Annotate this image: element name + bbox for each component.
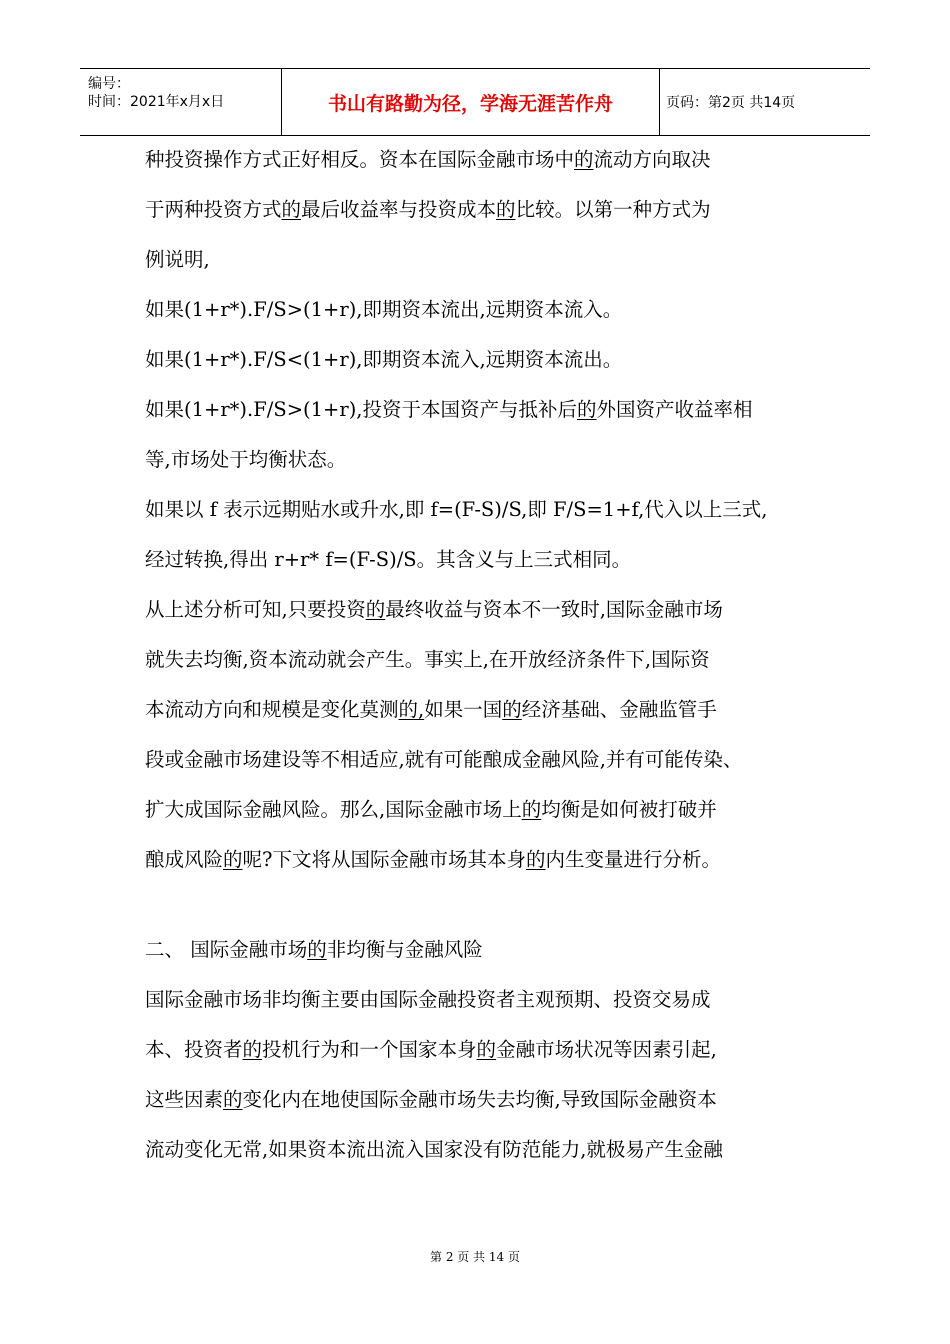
body-text-line: 扩大成国际金融风险。那么,国际金融市场上的均衡是如何被打破并 xyxy=(145,798,717,821)
body-text-line: 流动变化无常,如果资本流出流入国家没有防范能力,就极易产生金融 xyxy=(145,1138,723,1161)
body-text-line: 如果(1+r*).F/S>(1+r),投资于本国资产与抵补后的外国资产收益率相 xyxy=(145,398,753,421)
body-text-line: 经过转换,得出 r+r* f=(F-S)/S。其含义与上三式相同。 xyxy=(145,548,632,571)
body-text-line: 国际金融市场非均衡主要由国际金融投资者主观预期、投资交易成 xyxy=(145,988,711,1011)
body-text-line: 酿成风险的呢?下文将从国际金融市场其本身的内生变量进行分析。 xyxy=(145,848,722,871)
underlined-text: 的 xyxy=(281,198,302,221)
body-text-line: 种投资操作方式正好相反。资本在国际金融市场中的流动方向取决 xyxy=(145,148,711,171)
body-text-line: 等,市场处于均衡状态。 xyxy=(145,448,347,471)
body-text-line: 就失去均衡,资本流动就会产生。事实上,在开放经济条件下,国际资 xyxy=(145,648,710,671)
underlined-text: 的 xyxy=(574,148,594,171)
body-text-line: 从上述分析可知,只要投资的最终收益与资本不一致时,国际金融市场 xyxy=(145,598,723,621)
body-text-line: 如果(1+r*).F/S<(1+r),即期资本流入,远期资本流出。 xyxy=(145,348,623,371)
header-page-info: 页码：第2页 共14页 xyxy=(666,95,796,111)
underlined-text: 的 xyxy=(365,598,386,621)
underlined-text: 的 xyxy=(242,1038,263,1061)
underlined-text: 的 xyxy=(307,938,327,961)
underlined-text: 的 xyxy=(526,848,546,871)
underlined-text: 的 xyxy=(521,798,542,821)
document-number-label: 编号： xyxy=(88,76,130,92)
document-time-label: 时间：2021年x月x日 xyxy=(88,94,225,110)
underlined-text: 的, xyxy=(398,698,425,721)
body-text-line: 例说明, xyxy=(145,248,210,271)
underlined-text: 的 xyxy=(496,198,516,221)
body-text-line: 段或金融市场建设等不相适应,就有可能酿成金融风险,并有可能传染、 xyxy=(145,748,743,771)
body-text-line: 于两种投资方式的最后收益率与投资成本的比较。以第一种方式为 xyxy=(145,198,711,221)
underlined-text: 的 xyxy=(502,698,522,721)
header-motto: 书山有路勤为径，学海无涯苦作舟 xyxy=(282,69,660,135)
page-header xyxy=(80,68,870,136)
body-text-line: 如果以 f 表示远期贴水或升水,即 f=(F-S)/S,即 F/S=1+f,代入以上三式, xyxy=(145,498,768,521)
underlined-text: 的 xyxy=(223,1088,243,1111)
underlined-text: 的 xyxy=(476,1038,497,1061)
body-text-line: 这些因素的变化内在地使国际金融市场失去均衡,导致国际金融资本 xyxy=(145,1088,717,1111)
page-footer: 第 2 页 共 14 页 xyxy=(430,1250,520,1264)
body-text-line: 本、投资者的投机行为和一个国家本身的金融市场状况等因素引起, xyxy=(145,1038,717,1061)
header-meta-cell xyxy=(80,69,282,135)
underlined-text: 的 xyxy=(223,848,243,871)
body-text-line: 如果(1+r*).F/S>(1+r),即期资本流出,远期资本流入。 xyxy=(145,298,623,321)
section-heading: 二、 国际金融市场的非均衡与金融风险 xyxy=(145,938,483,961)
underlined-text: 的 xyxy=(577,398,597,421)
body-text-line: 本流动方向和规模是变化莫测的,如果一国的经济基础、金融监管手 xyxy=(145,698,717,721)
